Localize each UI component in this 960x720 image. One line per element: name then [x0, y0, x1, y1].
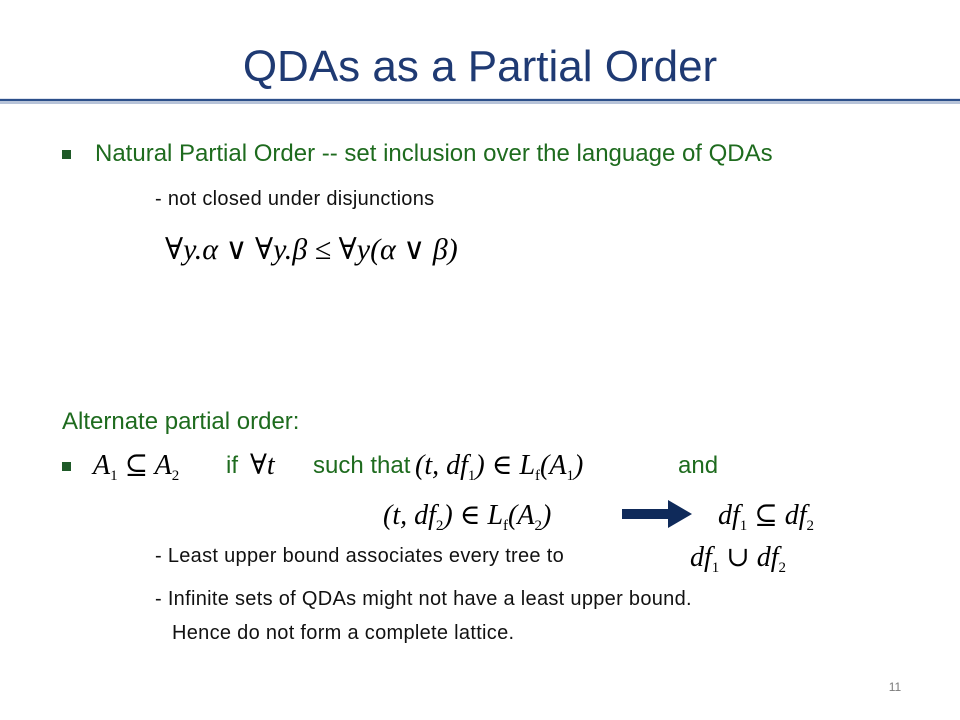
if-label: if [226, 452, 238, 479]
implies-arrow-icon [622, 500, 692, 528]
infinite-note-line2: Hence do not form a complete lattice. [172, 622, 515, 644]
such-that-label: such that [313, 452, 411, 479]
bullet-square-icon [62, 462, 71, 471]
alternate-heading: Alternate partial order: [62, 408, 300, 435]
bullet-square-icon [62, 150, 71, 159]
page-number: 11 [888, 680, 902, 694]
slide-title: QDAs as a Partial Order [242, 42, 718, 91]
title-divider [0, 98, 960, 104]
tuple1-formula: (t, $df_1$) ∈ $L_f(A_1)$ [415, 450, 584, 484]
subset-formula: $A_1$ ⊆ $A_2$ [93, 450, 180, 484]
lub-formula: $df_1$ ∪ $df_2$ [690, 542, 787, 576]
bullet-natural-partial-order: Natural Partial Order -- set inclusion over the language of QDAs [95, 140, 773, 167]
infinite-note-line1: - Infinite sets of QDAs might not have a least upper bound. [155, 588, 692, 610]
lub-note: - Least upper bound associates every tree to [155, 545, 564, 567]
forall-t-formula: ∀t [250, 450, 275, 481]
and-label: and [678, 452, 719, 479]
implies-formula: $df_1$ ⊆ $df_2$ [718, 500, 815, 534]
disjunction-formula: ∀y.α ∨ ∀y.β ≤ ∀y(α ∨ β) [165, 233, 458, 266]
sub-not-closed: - not closed under disjunctions [155, 188, 435, 210]
tuple2-formula: (t, $df_2$) ∈ $L_f(A_2)$ [383, 500, 552, 534]
